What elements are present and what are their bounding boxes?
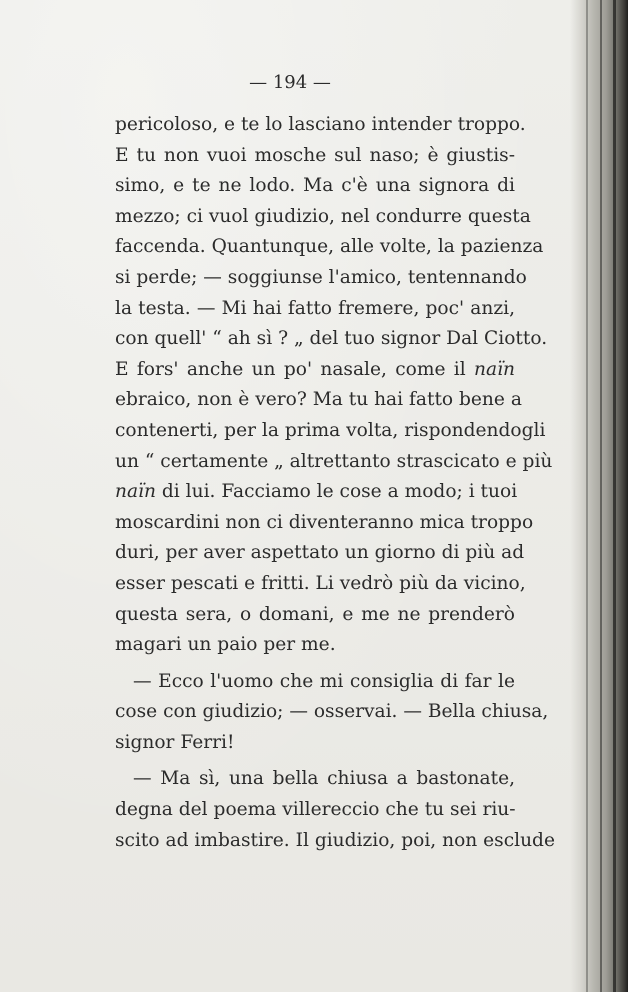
text-line: mezzo; ci vuol giudizio, nel condurre questa: [115, 205, 531, 227]
italic-word: naïn: [474, 358, 515, 380]
gutter-edge-line: [600, 0, 602, 992]
text-line: si perde; — soggiunse l'amico, tentennando: [115, 266, 527, 288]
text-line-with-italic: [115, 355, 515, 386]
text-line: moscardini non ci diventeranno mica troppo: [115, 511, 534, 533]
text-line: — Ma sì, una bella chiusa a bastonate,: [133, 768, 515, 790]
text-line: contenerti, per la prima volta, rispondendogli: [115, 419, 546, 441]
text-line: simo, e te ne lodo. Ma c'è una signora di: [115, 175, 515, 197]
text-line: un “ certamente „ altrettanto strascicato e più: [115, 450, 553, 472]
text-line: con quell' “ ah sì ? „ del tuo signor Dal Ciotto.: [115, 328, 548, 350]
gutter-edge-line: [586, 0, 588, 992]
text-line: esser pescati e fritti. Li vedrò più da vicino,: [115, 572, 526, 594]
text-line: la testa. — Mi hai fatto fremere, poc' anzi,: [115, 297, 515, 319]
text-line: faccenda. Quantunque, alle volte, la pazienza: [115, 236, 544, 258]
text-line: questa sera, o domani, e me ne prenderò: [115, 603, 515, 625]
text-line: degna del poema villereccio che tu sei riu-: [115, 799, 516, 821]
text-line: duri, per aver aspettato un giorno di più ad: [115, 542, 525, 564]
page-number: — 194 —: [249, 72, 331, 93]
text-line: scito ad imbastire. Il giudizio, poi, non esclude: [115, 829, 555, 851]
text-line: pericoloso, e te lo lasciano intender troppo.: [115, 114, 526, 135]
text-line: magari un paio per me.: [115, 634, 336, 656]
text-line: ebraico, non è vero? Ma tu hai fatto bene a: [115, 389, 522, 411]
italic-word: naïn: [115, 481, 156, 503]
text-line: — Ecco l'uomo che mi consiglia di far le: [133, 670, 515, 692]
text-line: signor Ferri!: [115, 731, 235, 753]
gutter-edge-line: [613, 0, 616, 992]
text-segment: di lui. Facciamo le cose a modo; i tuoi: [161, 481, 518, 503]
text-segment: E fors' anche un po' nasale, come il: [115, 358, 466, 380]
text-line: cose con giudizio; — osservai. — Bella chiusa,: [115, 701, 549, 723]
text-line-with-italic: [115, 477, 518, 508]
page-body-text: [115, 110, 555, 856]
text-line: E tu non vuoi mosche sul naso; è giustis-: [115, 144, 515, 166]
page-gutter-shadow: [570, 0, 628, 992]
